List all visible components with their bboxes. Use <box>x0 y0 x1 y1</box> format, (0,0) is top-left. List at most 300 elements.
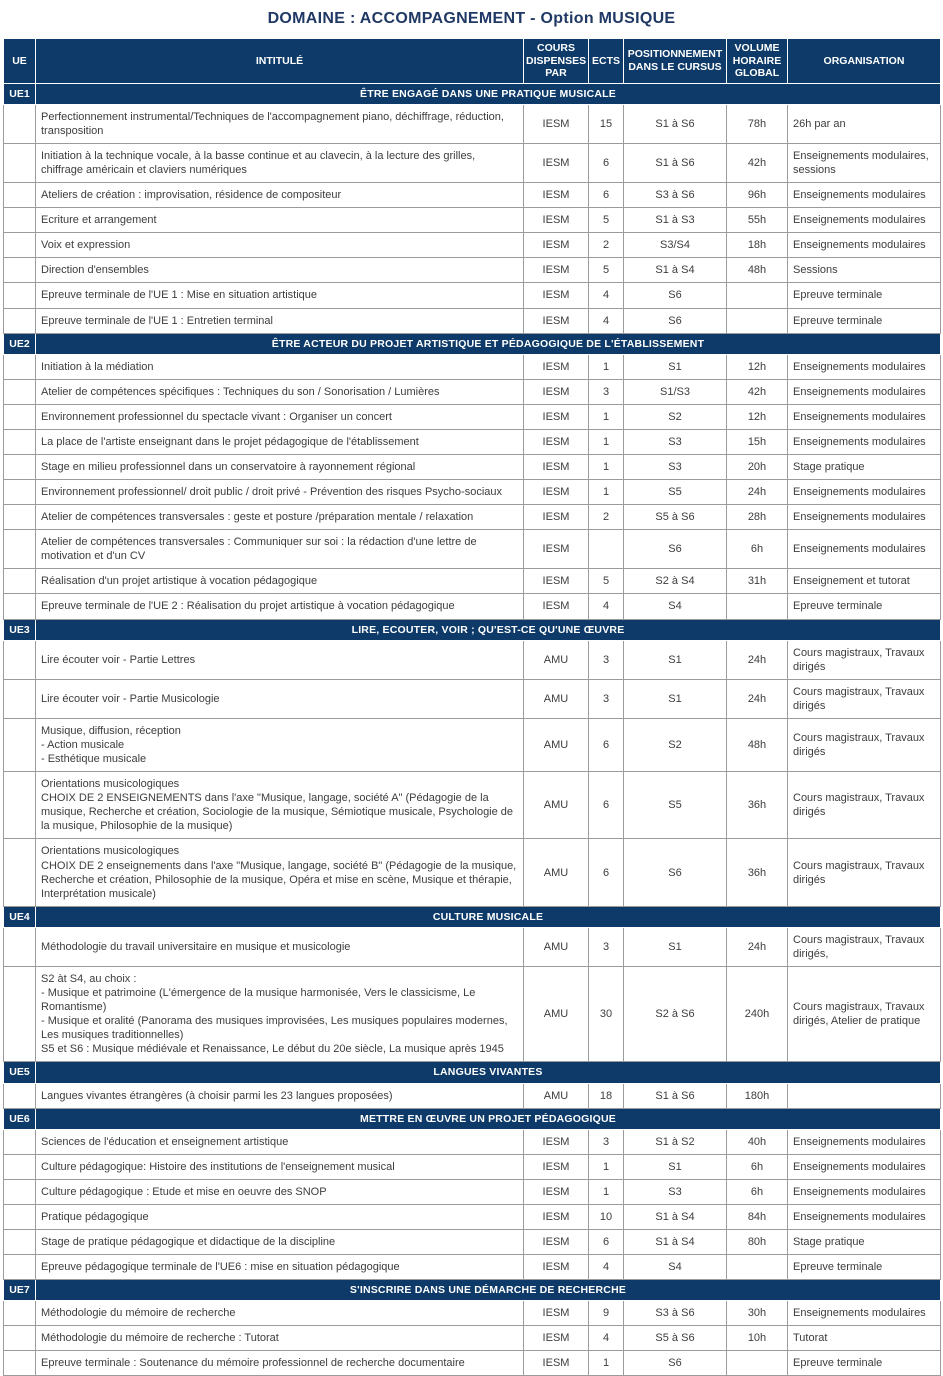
volume-horaire-cell: 28h <box>727 505 788 530</box>
header-ects: ECTS <box>589 39 624 84</box>
organisation-cell: Enseignements modulaires <box>788 1204 941 1229</box>
ects-cell: 18 <box>589 1083 624 1108</box>
volume-horaire-cell: 42h <box>727 379 788 404</box>
ue-empty-cell <box>4 354 36 379</box>
positionnement-cell: S1 à S4 <box>624 1204 727 1229</box>
course-row <box>4 1301 941 1326</box>
cours-dispenses-par-cell: AMU <box>524 927 589 966</box>
organisation-cell: Sessions <box>788 258 941 283</box>
cours-dispenses-par-cell: IESM <box>524 379 589 404</box>
intitule-cell: Ecriture et arrangement <box>36 208 524 233</box>
volume-horaire-cell: 12h <box>727 354 788 379</box>
ects-cell: 6 <box>589 839 624 906</box>
section-title: ÊTRE ACTEUR DU PROJET ARTISTIQUE ET PÉDAGOGIQUE DE L'ÉTABLISSEMENT <box>36 333 941 354</box>
organisation-cell: Enseignements modulaires <box>788 505 941 530</box>
ects-cell: 5 <box>589 208 624 233</box>
positionnement-cell: S6 <box>624 839 727 906</box>
cours-dispenses-par-cell: IESM <box>524 1255 589 1280</box>
organisation-cell: Enseignements modulaires <box>788 183 941 208</box>
section-title: LANGUES VIVANTES <box>36 1062 941 1083</box>
section-row <box>4 619 941 640</box>
positionnement-cell: S5 à S6 <box>624 505 727 530</box>
course-row <box>4 104 941 143</box>
volume-horaire-cell: 180h <box>727 1083 788 1108</box>
ects-cell: 4 <box>589 1326 624 1351</box>
course-row <box>4 1351 941 1376</box>
ue-empty-cell <box>4 104 36 143</box>
cours-dispenses-par-cell: IESM <box>524 354 589 379</box>
organisation-cell: Enseignements modulaires <box>788 1154 941 1179</box>
organisation-cell: Tutorat <box>788 1326 941 1351</box>
volume-horaire-cell: 10h <box>727 1326 788 1351</box>
ue-empty-cell <box>4 1301 36 1326</box>
organisation-cell: Enseignements modulaires <box>788 1129 941 1154</box>
cours-dispenses-par-cell: IESM <box>524 1179 589 1204</box>
organisation-cell: Epreuve terminale <box>788 283 941 308</box>
volume-horaire-cell: 6h <box>727 1179 788 1204</box>
intitule-cell: Epreuve terminale de l'UE 1 : Mise en situation artistique <box>36 283 524 308</box>
organisation-cell: Stage pratique <box>788 1229 941 1254</box>
organisation-cell: Enseignements modulaires, sessions <box>788 144 941 183</box>
cours-dispenses-par-cell: IESM <box>524 1204 589 1229</box>
organisation-cell: Stage pratique <box>788 455 941 480</box>
ue-empty-cell <box>4 404 36 429</box>
ue-empty-cell <box>4 429 36 454</box>
intitule-cell: Epreuve terminale de l'UE 1 : Entretien terminal <box>36 308 524 333</box>
intitule-cell: La place de l'artiste enseignant dans le projet pédagogique de l'établissement <box>36 429 524 454</box>
organisation-cell: Cours magistraux, Travaux dirigés <box>788 772 941 839</box>
ue-empty-cell <box>4 1255 36 1280</box>
ue-label: UE7 <box>4 1280 36 1301</box>
positionnement-cell: S1 <box>624 354 727 379</box>
ue-empty-cell <box>4 1229 36 1254</box>
volume-horaire-cell <box>727 283 788 308</box>
volume-horaire-cell: 40h <box>727 1129 788 1154</box>
volume-horaire-cell: 15h <box>727 429 788 454</box>
ue-empty-cell <box>4 1129 36 1154</box>
ue-empty-cell <box>4 594 36 619</box>
intitule-cell: Langues vivantes étrangères (à choisir parmi les 23 langues proposées) <box>36 1083 524 1108</box>
course-row <box>4 1083 941 1108</box>
course-row <box>4 505 941 530</box>
organisation-cell: Enseignements modulaires <box>788 429 941 454</box>
ects-cell: 1 <box>589 1179 624 1204</box>
cours-dispenses-par-cell: IESM <box>524 480 589 505</box>
positionnement-cell: S4 <box>624 1255 727 1280</box>
organisation-cell: Enseignements modulaires <box>788 1301 941 1326</box>
cours-dispenses-par-cell: AMU <box>524 772 589 839</box>
course-row <box>4 679 941 718</box>
cours-dispenses-par-cell: IESM <box>524 429 589 454</box>
volume-horaire-cell: 20h <box>727 455 788 480</box>
positionnement-cell: S6 <box>624 308 727 333</box>
cours-dispenses-par-cell: IESM <box>524 1326 589 1351</box>
ects-cell: 1 <box>589 1154 624 1179</box>
header-row <box>4 39 941 84</box>
positionnement-cell: S3/S4 <box>624 233 727 258</box>
positionnement-cell: S2 à S6 <box>624 967 727 1062</box>
volume-horaire-cell: 24h <box>727 927 788 966</box>
volume-horaire-cell <box>727 1351 788 1376</box>
table-body <box>4 83 941 1376</box>
organisation-cell: Epreuve terminale <box>788 1255 941 1280</box>
cours-dispenses-par-cell: IESM <box>524 455 589 480</box>
intitule-cell: Ateliers de création : improvisation, résidence de compositeur <box>36 183 524 208</box>
ue-label: UE6 <box>4 1108 36 1129</box>
intitule-cell: Culture pédagogique : Etude et mise en oeuvre des SNOP <box>36 1179 524 1204</box>
ects-cell: 4 <box>589 283 624 308</box>
ue-empty-cell <box>4 1154 36 1179</box>
volume-horaire-cell: 48h <box>727 718 788 771</box>
cours-dispenses-par-cell: IESM <box>524 1129 589 1154</box>
organisation-cell: Epreuve terminale <box>788 1351 941 1376</box>
ue-empty-cell <box>4 308 36 333</box>
positionnement-cell: S3 à S6 <box>624 183 727 208</box>
positionnement-cell: S1 <box>624 1154 727 1179</box>
volume-horaire-cell: 78h <box>727 104 788 143</box>
ects-cell: 3 <box>589 1129 624 1154</box>
intitule-cell: Réalisation d'un projet artistique à vocation pédagogique <box>36 569 524 594</box>
positionnement-cell: S1 à S6 <box>624 1083 727 1108</box>
cours-dispenses-par-cell: IESM <box>524 505 589 530</box>
course-row <box>4 1129 941 1154</box>
header-organisation: ORGANISATION <box>788 39 941 84</box>
organisation-cell: Cours magistraux, Travaux dirigés <box>788 640 941 679</box>
organisation-cell: Cours magistraux, Travaux dirigés <box>788 839 941 906</box>
intitule-cell: Méthodologie du mémoire de recherche <box>36 1301 524 1326</box>
volume-horaire-cell: 24h <box>727 480 788 505</box>
section-row <box>4 1108 941 1129</box>
volume-horaire-cell <box>727 308 788 333</box>
positionnement-cell: S1 à S4 <box>624 258 727 283</box>
cours-dispenses-par-cell: IESM <box>524 1351 589 1376</box>
positionnement-cell: S5 à S6 <box>624 1326 727 1351</box>
cours-dispenses-par-cell: IESM <box>524 183 589 208</box>
cours-dispenses-par-cell: IESM <box>524 258 589 283</box>
intitule-cell: Perfectionnement instrumental/Techniques de l'accompagnement piano, déchiffrage, réduction, transposition <box>36 104 524 143</box>
ue-empty-cell <box>4 455 36 480</box>
course-row <box>4 967 941 1062</box>
intitule-cell: S2 àt S4, au choix : - Musique et patrimoine (L'émergence de la musique harmonisée, Vers le classicisme, Le Romantisme) - Musique et oralité (Panorama des musiques improvisées, Les musiques populaires modernes, Les musiques traditionnelles) S5 et S6 : Musique médiévale et Renaissance, Le début du 20e siècle, La musique après 1945 <box>36 967 524 1062</box>
ue-empty-cell <box>4 480 36 505</box>
organisation-cell: Enseignements modulaires <box>788 480 941 505</box>
ue-empty-cell <box>4 1351 36 1376</box>
volume-horaire-cell: 96h <box>727 183 788 208</box>
cours-dispenses-par-cell: IESM <box>524 1301 589 1326</box>
ects-cell: 4 <box>589 1255 624 1280</box>
ects-cell: 10 <box>589 1204 624 1229</box>
ue-empty-cell <box>4 718 36 771</box>
section-title: LIRE, ECOUTER, VOIR ; QU'EST-CE QU'UNE ŒUVRE <box>36 619 941 640</box>
ue-empty-cell <box>4 1179 36 1204</box>
positionnement-cell: S5 <box>624 772 727 839</box>
ue-empty-cell <box>4 283 36 308</box>
ects-cell: 3 <box>589 679 624 718</box>
ects-cell: 3 <box>589 640 624 679</box>
organisation-cell <box>788 1083 941 1108</box>
positionnement-cell: S6 <box>624 530 727 569</box>
cours-dispenses-par-cell: AMU <box>524 640 589 679</box>
course-row <box>4 569 941 594</box>
volume-horaire-cell: 6h <box>727 530 788 569</box>
organisation-cell: Cours magistraux, Travaux dirigés, <box>788 927 941 966</box>
course-row <box>4 594 941 619</box>
course-row <box>4 308 941 333</box>
course-row <box>4 927 941 966</box>
ue-label: UE4 <box>4 906 36 927</box>
cours-dispenses-par-cell: AMU <box>524 967 589 1062</box>
ue-empty-cell <box>4 772 36 839</box>
intitule-cell: Stage en milieu professionnel dans un conservatoire à rayonnement régional <box>36 455 524 480</box>
positionnement-cell: S1 <box>624 927 727 966</box>
volume-horaire-cell <box>727 1255 788 1280</box>
positionnement-cell: S3 <box>624 429 727 454</box>
ects-cell: 5 <box>589 258 624 283</box>
course-row <box>4 1204 941 1229</box>
ects-cell: 1 <box>589 404 624 429</box>
course-row <box>4 1255 941 1280</box>
positionnement-cell: S4 <box>624 594 727 619</box>
cours-dispenses-par-cell: IESM <box>524 530 589 569</box>
positionnement-cell: S1 à S6 <box>624 104 727 143</box>
cours-dispenses-par-cell: AMU <box>524 718 589 771</box>
ects-cell: 1 <box>589 455 624 480</box>
intitule-cell: Sciences de l'éducation et enseignement artistique <box>36 1129 524 1154</box>
cours-dispenses-par-cell: IESM <box>524 404 589 429</box>
ue-empty-cell <box>4 967 36 1062</box>
positionnement-cell: S1 <box>624 679 727 718</box>
organisation-cell: Enseignements modulaires <box>788 354 941 379</box>
positionnement-cell: S6 <box>624 283 727 308</box>
course-row <box>4 1326 941 1351</box>
course-row <box>4 640 941 679</box>
course-row <box>4 1154 941 1179</box>
ects-cell: 3 <box>589 379 624 404</box>
positionnement-cell: S1 à S4 <box>624 1229 727 1254</box>
cours-dispenses-par-cell: IESM <box>524 208 589 233</box>
positionnement-cell: S2 <box>624 718 727 771</box>
course-row <box>4 258 941 283</box>
volume-horaire-cell: 36h <box>727 839 788 906</box>
intitule-cell: Lire écouter voir - Partie Musicologie <box>36 679 524 718</box>
section-row <box>4 1280 941 1301</box>
organisation-cell: 26h par an <box>788 104 941 143</box>
section-row <box>4 906 941 927</box>
ue-empty-cell <box>4 679 36 718</box>
positionnement-cell: S3 <box>624 455 727 480</box>
course-row <box>4 1229 941 1254</box>
ue-empty-cell <box>4 233 36 258</box>
volume-horaire-cell: 36h <box>727 772 788 839</box>
course-row <box>4 455 941 480</box>
ue-empty-cell <box>4 1204 36 1229</box>
ue-empty-cell <box>4 144 36 183</box>
course-row <box>4 530 941 569</box>
cours-dispenses-par-cell: IESM <box>524 104 589 143</box>
organisation-cell: Cours magistraux, Travaux dirigés, Atelier de pratique <box>788 967 941 1062</box>
section-title: S'INSCRIRE DANS UNE DÉMARCHE DE RECHERCHE <box>36 1280 941 1301</box>
ects-cell: 6 <box>589 772 624 839</box>
cours-dispenses-par-cell: IESM <box>524 283 589 308</box>
ects-cell: 2 <box>589 233 624 258</box>
volume-horaire-cell: 24h <box>727 679 788 718</box>
intitule-cell: Pratique pédagogique <box>36 1204 524 1229</box>
organisation-cell: Enseignements modulaires <box>788 233 941 258</box>
organisation-cell: Cours magistraux, Travaux dirigés <box>788 718 941 771</box>
ue-label: UE2 <box>4 333 36 354</box>
volume-horaire-cell: 18h <box>727 233 788 258</box>
cours-dispenses-par-cell: IESM <box>524 308 589 333</box>
ects-cell: 6 <box>589 1229 624 1254</box>
course-row <box>4 1179 941 1204</box>
volume-horaire-cell: 24h <box>727 640 788 679</box>
intitule-cell: Initiation à la technique vocale, à la basse continue et au clavecin, à la lecture des grilles, chiffrage américain et claviers numériques <box>36 144 524 183</box>
section-row <box>4 83 941 104</box>
intitule-cell: Epreuve terminale de l'UE 2 : Réalisation du projet artistique à vocation pédagogique <box>36 594 524 619</box>
volume-horaire-cell: 240h <box>727 967 788 1062</box>
ects-cell: 6 <box>589 144 624 183</box>
cours-dispenses-par-cell: IESM <box>524 233 589 258</box>
section-title: ÊTRE ENGAGÉ DANS UNE PRATIQUE MUSICALE <box>36 83 941 104</box>
ects-cell: 15 <box>589 104 624 143</box>
course-row <box>4 233 941 258</box>
cours-dispenses-par-cell: AMU <box>524 679 589 718</box>
intitule-cell: Culture pédagogique: Histoire des institutions de l'enseignement musical <box>36 1154 524 1179</box>
volume-horaire-cell: 84h <box>727 1204 788 1229</box>
course-row <box>4 772 941 839</box>
ects-cell: 4 <box>589 594 624 619</box>
organisation-cell: Enseignements modulaires <box>788 404 941 429</box>
intitule-cell: Environnement professionnel du spectacle vivant : Organiser un concert <box>36 404 524 429</box>
volume-horaire-cell: 42h <box>727 144 788 183</box>
intitule-cell: Voix et expression <box>36 233 524 258</box>
organisation-cell: Epreuve terminale <box>788 308 941 333</box>
ue-empty-cell <box>4 1326 36 1351</box>
ue-label: UE1 <box>4 83 36 104</box>
header-positionnement: POSITIONNEMENT DANS LE CURSUS <box>624 39 727 84</box>
ects-cell: 3 <box>589 927 624 966</box>
intitule-cell: Lire écouter voir - Partie Lettres <box>36 640 524 679</box>
intitule-cell: Environnement professionnel/ droit public / droit privé - Prévention des risques Psycho-sociaux <box>36 480 524 505</box>
positionnement-cell: S3 à S6 <box>624 1301 727 1326</box>
intitule-cell: Atelier de compétences transversales : Communiquer sur soi : la rédaction d'une lettre de motivation et d'un CV <box>36 530 524 569</box>
course-row <box>4 283 941 308</box>
course-row <box>4 144 941 183</box>
organisation-cell: Epreuve terminale <box>788 594 941 619</box>
volume-horaire-cell: 55h <box>727 208 788 233</box>
positionnement-cell: S6 <box>624 1351 727 1376</box>
ects-cell: 6 <box>589 183 624 208</box>
ects-cell: 1 <box>589 429 624 454</box>
header-intitule: INTITULÉ <box>36 39 524 84</box>
volume-horaire-cell: 6h <box>727 1154 788 1179</box>
page-title: DOMAINE : ACCOMPAGNEMENT - Option MUSIQUE <box>267 10 676 27</box>
course-row <box>4 404 941 429</box>
ects-cell: 2 <box>589 505 624 530</box>
ue-empty-cell <box>4 640 36 679</box>
cours-dispenses-par-cell: AMU <box>524 839 589 906</box>
ue-empty-cell <box>4 208 36 233</box>
positionnement-cell: S5 <box>624 480 727 505</box>
intitule-cell: Direction d'ensembles <box>36 258 524 283</box>
ue-label: UE5 <box>4 1062 36 1083</box>
positionnement-cell: S1/S3 <box>624 379 727 404</box>
positionnement-cell: S1 à S2 <box>624 1129 727 1154</box>
ects-cell: 6 <box>589 718 624 771</box>
cours-dispenses-par-cell: IESM <box>524 144 589 183</box>
course-row <box>4 379 941 404</box>
cours-dispenses-par-cell: AMU <box>524 1083 589 1108</box>
positionnement-cell: S1 <box>624 640 727 679</box>
organisation-cell: Enseignements modulaires <box>788 379 941 404</box>
organisation-cell: Enseignements modulaires <box>788 530 941 569</box>
positionnement-cell: S1 à S3 <box>624 208 727 233</box>
ects-cell: 9 <box>589 1301 624 1326</box>
ue-empty-cell <box>4 839 36 906</box>
cours-dispenses-par-cell: IESM <box>524 594 589 619</box>
cours-dispenses-par-cell: IESM <box>524 1154 589 1179</box>
intitule-cell: Orientations musicologiques CHOIX DE 2 enseignements dans l'axe "Musique, langage, société B" (Pédagogie de la musique, Recherche et création, Philosophie de la musique, Opéra et mise en scène, Musique et thérapie, Interprétation musicale) <box>36 839 524 906</box>
volume-horaire-cell: 12h <box>727 404 788 429</box>
volume-horaire-cell: 48h <box>727 258 788 283</box>
ects-cell: 30 <box>589 967 624 1062</box>
cours-dispenses-par-cell: IESM <box>524 569 589 594</box>
ects-cell: 1 <box>589 354 624 379</box>
ue-empty-cell <box>4 569 36 594</box>
section-title: METTRE EN ŒUVRE UN PROJET PÉDAGOGIQUE <box>36 1108 941 1129</box>
ects-cell: 5 <box>589 569 624 594</box>
positionnement-cell: S1 à S6 <box>624 144 727 183</box>
course-row <box>4 429 941 454</box>
program-table <box>3 38 941 1376</box>
positionnement-cell: S2 <box>624 404 727 429</box>
ects-cell: 1 <box>589 1351 624 1376</box>
course-row <box>4 354 941 379</box>
organisation-cell: Enseignements modulaires <box>788 208 941 233</box>
ue-empty-cell <box>4 183 36 208</box>
positionnement-cell: S2 à S4 <box>624 569 727 594</box>
course-row <box>4 839 941 906</box>
intitule-cell: Atelier de compétences transversales : geste et posture /préparation mentale / relaxation <box>36 505 524 530</box>
ue-empty-cell <box>4 530 36 569</box>
ue-empty-cell <box>4 258 36 283</box>
intitule-cell: Atelier de compétences spécifiques : Techniques du son / Sonorisation / Lumières <box>36 379 524 404</box>
intitule-cell: Musique, diffusion, réception - Action musicale - Esthétique musicale <box>36 718 524 771</box>
section-title: CULTURE MUSICALE <box>36 906 941 927</box>
organisation-cell: Cours magistraux, Travaux dirigés <box>788 679 941 718</box>
volume-horaire-cell: 80h <box>727 1229 788 1254</box>
ects-cell: 1 <box>589 480 624 505</box>
organisation-cell: Enseignements modulaires <box>788 1179 941 1204</box>
ects-cell <box>589 530 624 569</box>
course-row <box>4 718 941 771</box>
ue-empty-cell <box>4 379 36 404</box>
course-row <box>4 208 941 233</box>
intitule-cell: Méthodologie du mémoire de recherche : Tutorat <box>36 1326 524 1351</box>
header-cours-dispenses-par: COURS DISPENSES PAR <box>524 39 589 84</box>
ects-cell: 4 <box>589 308 624 333</box>
intitule-cell: Initiation à la médiation <box>36 354 524 379</box>
positionnement-cell: S3 <box>624 1179 727 1204</box>
header-volume-horaire: VOLUME HORAIRE GLOBAL <box>727 39 788 84</box>
header-ue: UE <box>4 39 36 84</box>
ue-empty-cell <box>4 927 36 966</box>
volume-horaire-cell: 30h <box>727 1301 788 1326</box>
intitule-cell: Epreuve pédagogique terminale de l'UE6 : mise en situation pédagogique <box>36 1255 524 1280</box>
ue-empty-cell <box>4 1083 36 1108</box>
section-row <box>4 1062 941 1083</box>
intitule-cell: Méthodologie du travail universitaire en musique et musicologie <box>36 927 524 966</box>
